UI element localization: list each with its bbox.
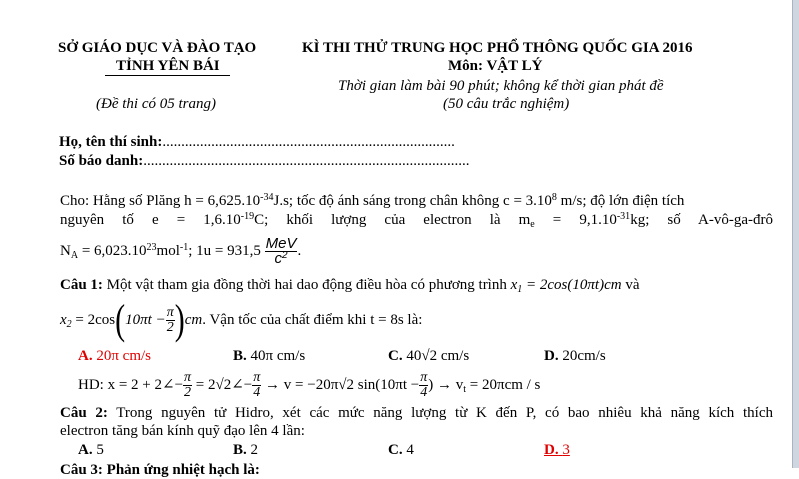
- pages-note: (Đề thi có 05 trang): [96, 96, 216, 112]
- q1-option-a[interactable]: A. 20π cm/s: [78, 348, 151, 364]
- candidate-id-dots: .......................................................................................: [143, 153, 470, 169]
- candidate-id-line: [59, 152, 469, 170]
- q1-label: Câu 1:: [60, 277, 103, 293]
- window-frame-edge: [792, 0, 799, 468]
- q3-stem-partial: Câu 3: Phản ứng nhiệt hạch là:: [60, 462, 260, 478]
- q1-solution-hint: HD: x = 2 + 2∠− $\frac{\pi}{2}$ = 2√2∠− $\frac{\pi}{4}$ → v = −20π√2 sin(10πt − $\frac{\pi}{4}$ ) → $v_t = 20\pi cm / s$: [78, 370, 541, 401]
- q2-option-c[interactable]: C. 4: [388, 442, 414, 458]
- q2-option-a[interactable]: A. 5: [78, 442, 104, 458]
- mev-fraction: $\frac{\text{MeV}}{c^2}$: [265, 235, 297, 268]
- q2-stem-line-1: Câu 2: Trong nguyên tử Hidro, xét các mức năng lượng từ K đến P, có bao nhiêu khả năng kích thích: [60, 405, 773, 421]
- q1-stem-line-1: Câu 1: Một vật tham gia đồng thời hai dao động điều hòa có phương trình $x_1 = 2\cos(10\pi t)cm$ và: [60, 277, 640, 295]
- q1-option-c[interactable]: C. 40√2 cm/s: [388, 348, 470, 364]
- candidate-name-label: Họ, tên thí sinh:: [59, 134, 163, 150]
- candidate-name-line: [59, 133, 455, 151]
- q2-option-d[interactable]: D. 3: [544, 442, 570, 458]
- exam-title: KÌ THI THỬ TRUNG HỌC PHỔ THÔNG QUỐC GIA 2016: [302, 40, 693, 56]
- questions-count-note: (50 câu trắc nghiệm): [443, 96, 570, 112]
- province-name: TỈNH YÊN BÁI: [116, 58, 220, 74]
- candidate-name-dots: ..............................................................................: [162, 134, 455, 150]
- candidate-id-label: Số báo danh:: [59, 153, 144, 169]
- q1-stem-line-2: $x_2 = 2\cos(10\pi t$ − $\frac{\pi}{2}$ )cm. Vận tốc của chất điểm khi t = 8s là:: [60, 296, 423, 343]
- time-note: Thời gian làm bài 90 phút; không kể thời gian phát đề: [338, 78, 664, 94]
- subject: Môn: VẬT LÝ: [448, 58, 543, 74]
- q2-label: Câu 2:: [60, 405, 108, 421]
- q2-option-b[interactable]: B. 2: [233, 442, 259, 458]
- q1-eq2-fraction: $\frac{\pi}{2}$: [166, 305, 174, 336]
- constants-line-1: Cho: Hằng số Plăng $h = 6,625.10^{-34}J.s$; tốc độ ánh sáng trong chân không $c = 3.10^8$ m/s; độ lớn điện tích: [60, 192, 685, 209]
- department-name: SỞ GIÁO DỤC VÀ ĐÀO TẠO: [58, 40, 257, 56]
- q1-eq1: $x_1 = 2\cos(10\pi t)cm$: [510, 277, 622, 295]
- constants-line-3: $N_A = 6,023.10^{23}mol^{-1}$; 1u = 931,5 $\frac{\text{MeV}}{c^2}$ .: [60, 235, 302, 268]
- q1-option-b[interactable]: B. 40π cm/s: [233, 348, 306, 364]
- q2-stem-line-2: electron tăng bán kính quỹ đạo lên 4 lần:: [60, 423, 305, 439]
- q1-option-d[interactable]: D. 20cm/s: [544, 348, 606, 364]
- constants-line-2: nguyên tố $e = 1,6.10^{-19}C$; khối lượng của electron là $m_e = 9,1.10^{-31}kg$; số A-vô-ga-đrô: [60, 211, 773, 230]
- province-underline: [105, 75, 230, 76]
